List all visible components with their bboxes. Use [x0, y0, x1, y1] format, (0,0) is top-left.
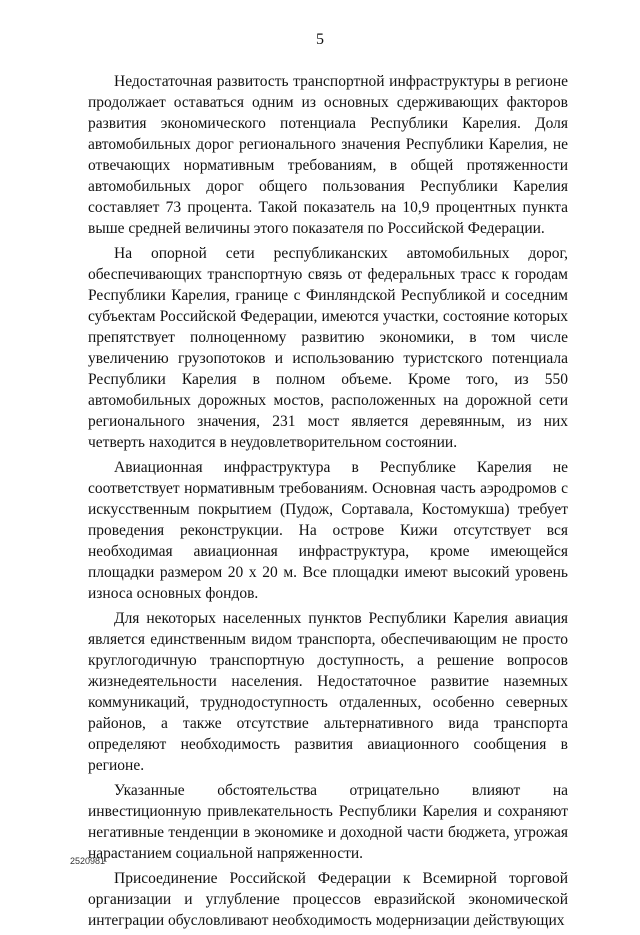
paragraph-aviation-infrastructure: Авиационная инфраструктура в Республике Карелия не соответствует нормативным требованиям. Основная часть аэродромов с искусственным покрытием (Пудож, Сортавала, Костомукша) требует проведения реконструкции. На острове Кижи отсутствует вся необходимая авиационная инфраструктура, кроме имеющейся площадки размером 20 х 20 м. Все площадки имеют высокий уровень износа основных фондов.: [88, 459, 568, 602]
paragraph-road-network: На опорной сети республиканских автомобильных дорог, обеспечивающих транспортную связь от федеральных трасс к городам Республики Карелия, границе с Финляндской Республикой и соседним субъектам Российской Федерации, имеются участки, состояние которых препятствует полноценному развитию экономики, в том числе увеличению грузопотоков и использованию туристского потенциала Республики Карелия в полном объеме. Кроме того, из 550 автомобильных дорожных мостов, расположенных на дорожной сети регионального значения, 231 мост является деревянным, из них четверть находится в неудовлетворительном состоянии.: [88, 245, 568, 451]
page-number: 5: [316, 31, 324, 48]
document-body: [88, 71, 568, 935]
paragraph-wto-accession: Присоединение Российской Федерации к Всемирной торговой организации и углубление процессов евразийской экономической интеграции обусловливают необходимость модернизации действующих: [88, 870, 568, 929]
document-code: 2520981: [70, 856, 106, 866]
paragraph-investment-impact: Указанные обстоятельства отрицательно влияют на инвестиционную привлекательность Республики Карелия и сохраняют негативные тенденции в экономике и доходной части бюджета, угрожая нарастанием социальной напряженности.: [88, 782, 568, 862]
paragraph-aviation-role: Для некоторых населенных пунктов Республики Карелия авиация является единственным видом транспорта, обеспечивающим не просто круглогодичную транспортную доступность, а решение вопросов жизнедеятельности населения. Недостаточное развитие наземных коммуникаций, труднодоступность отдаленных, особенно северных районов, а также отсутствие альтернативного вида транспорта определяют необходимость развития авиационного сообщения в регионе.: [88, 610, 568, 774]
paragraph-road-infrastructure: Недостаточная развитость транспортной инфраструктуры в регионе продолжает оставаться одним из основных сдерживающих факторов развития экономического потенциала Республики Карелия. Доля автомобильных дорог регионального значения Республики Карелия, не отвечающих нормативным требованиям, в общей протяженности автомобильных дорог общего пользования Республики Карелия составляет 73 процента. Такой показатель на 10,9 процентных пункта выше средней величины этого показателя по Российской Федерации.: [88, 73, 568, 237]
